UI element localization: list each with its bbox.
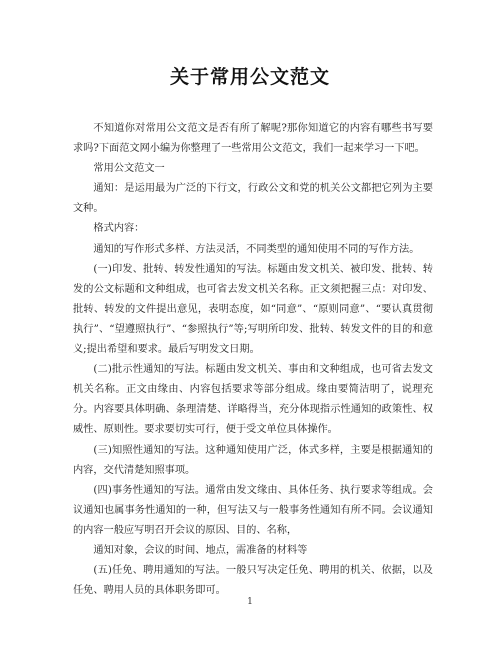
- paragraph-format-heading: 格式内容：: [93, 223, 145, 235]
- paragraph-item-3: (三)知照性通知的写法。这种通知使用广泛，体式多样，主要是根据通知的内容，交代清楚知照事项。: [73, 444, 433, 476]
- paragraph-item-1: (一)印发、批转、转发性通知的写法。标题由发文机关、被印发、批转、转发的公文标题和文种组成，也可省去发文机关名称。正文须把握三点：对印发、批转、转发的文件提出意见，表明态度，如“同意”、“原则同意”、“要认真贯彻执行”、“望遵照执行”、“参照执行”等;写明所印发、批转、转发文件的目的和意义;提出希望和要求。最后写明发文日期。: [73, 263, 433, 356]
- paragraph-intro: 不知道你对常用公文范文是否有所了解呢?那你知道它的内容有哪些书写要求吗?下面范文网小编为你整理了一些常用公文范文，我们一起来学习一下吧。: [73, 123, 433, 155]
- paragraph-item-4-cont: 通知对象，会议的时间、地点，需准备的材料等: [93, 544, 308, 556]
- document-title: 关于常用公文范文: [169, 66, 330, 88]
- paragraph-section-heading: 常用公文范文一: [93, 163, 165, 175]
- page-number: 1: [247, 597, 253, 607]
- document-body: [73, 119, 433, 601]
- paragraph-item-2: (二)批示性通知的写法。标题由发文机关、事由和文种组成，也可省去发文机关名称。正文由缘由、内容包括要求等部分组成。缘由要简洁明了，说理充分。内容要具体明确、条理清楚、详略得当，充分体现指示性通知的政策性、权威性、原则性。要求要切实可行，便于受文单位具体操作。: [73, 364, 433, 436]
- paragraph-item-4: (四)事务性通知的写法。通常由发文缘由、具体任务、执行要求等组成。会议通知也属事务性通知的一种，但写法又与一般事务性通知有所不同。会议通知的内容一般应写明召开会议的原因、目的、名称，: [73, 484, 433, 536]
- paragraph-item-5: (五)任免、聘用通知的写法。一般只写决定任免、聘用的机关、依据，以及任免、聘用人员的具体职务即可。: [73, 565, 433, 597]
- paragraph-notice-definition: 通知：是运用最为广泛的下行文，行政公文和党的机关公文都把它列为主要文种。: [73, 183, 433, 215]
- paragraph-format-intro: 通知的写作形式多样、方法灵活，不同类型的通知使用不同的写作方法。: [93, 243, 420, 255]
